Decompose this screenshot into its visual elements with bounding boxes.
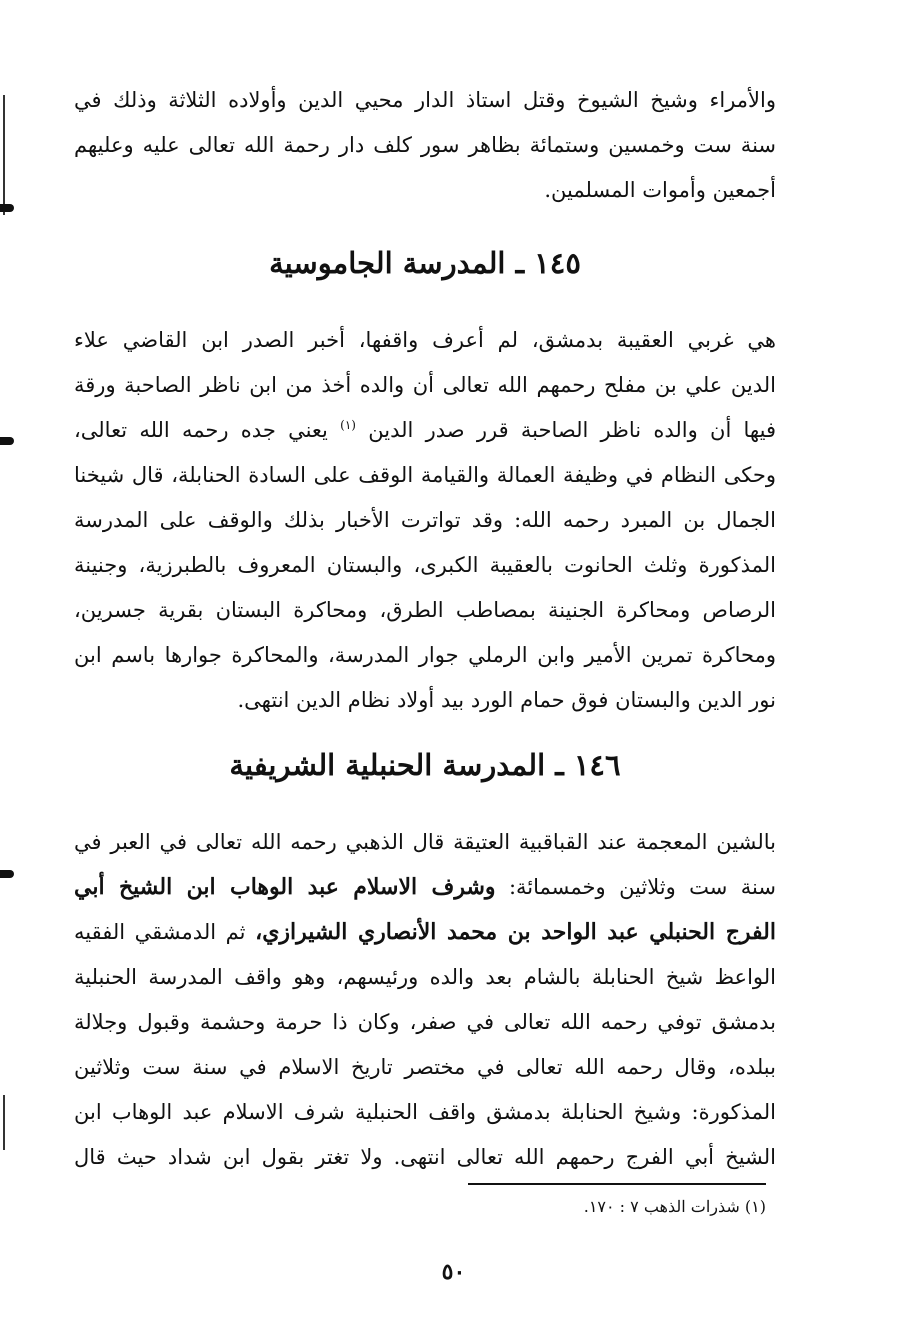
text-line: هي غربي العقيبة بدمشق، لم أعرف واقفها، أخبر الصدر ابن القاضي علاء — [74, 328, 776, 352]
text-line: الرصاص ومحاكرة الجنينة بمصاطب الطرق، ومحاكرة البستان بقرية جسرين، — [74, 598, 776, 622]
text-line: وحكى النظام في وظيفة العمالة والقيامة الوقف على السادة الحنابلة، قال شيخنا — [74, 463, 776, 487]
text-line: أجمعين وأموات المسلمين. — [544, 178, 776, 202]
text-segment: يعني جده رحمه الله تعالى، — [74, 418, 328, 442]
scan-edge-line — [3, 1095, 5, 1150]
text-segment: فيها أن والده ناظر الصاحبة قرر صدر الدين — [368, 418, 776, 442]
page-number: ٥٠ — [441, 1259, 466, 1285]
section-146-body — [74, 820, 776, 1180]
scan-edge-mark — [0, 437, 14, 445]
section-145-body — [74, 318, 776, 723]
continuation-paragraph — [74, 78, 776, 213]
text-line: المذكورة: وشيخ الحنابلة بدمشق واقف الحنبلية شرف الاسلام عبد الوهاب ابن — [74, 1100, 776, 1124]
text-line: بدمشق توفي رحمه الله تعالى في صفر، وكان ذا حرمة وحشمة وقبول وجلالة — [74, 1010, 776, 1034]
scan-edge-line — [3, 95, 5, 215]
text-segment: سنة ست وثلاثين وخمسمائة: — [508, 875, 776, 899]
text-line: الشيخ أبي الفرج رحمهم الله تعالى انتهى. ولا تغتر بقول ابن شداد حيث قال — [74, 1145, 776, 1169]
text-line: الجمال بن المبرد رحمه الله: وقد تواترت الأخبار بذلك والوقف على المدرسة — [74, 508, 776, 532]
footnote: (١) شذرات الذهب ٧ : ١٧٠. — [583, 1197, 766, 1216]
bold-text-segment: وشرف الاسلام عبد الوهاب ابن الشيخ أبي — [74, 874, 496, 900]
scan-edge-mark — [0, 204, 14, 212]
text-line: والأمراء وشيخ الشيوخ وقتل استاذ الدار محيي الدين وأولاده الثلاثة وذلك في — [74, 88, 776, 112]
text-line: سنة ست وخمسين وستمائة بظاهر سور كلف دار رحمة الله تعالى عليه وعليهم — [74, 133, 776, 157]
section-heading-145: ١٤٥ ـ المدرسة الجاموسية — [269, 246, 581, 280]
bold-text-segment: الفرج الحنبلي عبد الواحد بن محمد الأنصاري الشيرازي، — [255, 919, 776, 945]
text-line: ببلده، وقال رحمه الله تعالى في مختصر تاريخ الاسلام في سنة ست وثلاثين — [74, 1055, 776, 1079]
text-line: ومحاكرة تمرين الأمير وابن الرملي جوار المدرسة، والمحاكرة جوارها باسم ابن — [74, 643, 776, 667]
text-line — [74, 408, 776, 453]
scan-edge-mark — [0, 870, 14, 878]
text-line: المذكورة وثلث الحانوت بالعقيبة الكبرى، والبستان المعروف بالطبرزية، وجنينة — [74, 553, 776, 577]
text-line — [74, 865, 776, 910]
text-line — [74, 910, 776, 955]
footnote-separator — [468, 1183, 766, 1185]
section-heading-146: ١٤٦ ـ المدرسة الحنبلية الشريفية — [229, 748, 621, 782]
footnote-reference: (١) — [340, 418, 356, 432]
text-line: الواعظ شيخ الحنابلة بالشام بعد والده ورئيسهم، وهو واقف المدرسة الحنبلية — [74, 965, 776, 989]
text-line: نور الدين والبستان فوق حمام الورد بيد أولاد نظام الدين انتهى. — [237, 688, 776, 712]
text-line: بالشين المعجمة عند القباقبية العتيقة قال الذهبي رحمه الله تعالى في العبر في — [74, 830, 776, 854]
text-segment: ثم الدمشقي الفقيه — [74, 920, 246, 944]
text-line: الدين علي بن مفلح رحمهم الله تعالى أن والده أخذ من ابن ناظر الصاحبة ورقة — [74, 373, 776, 397]
